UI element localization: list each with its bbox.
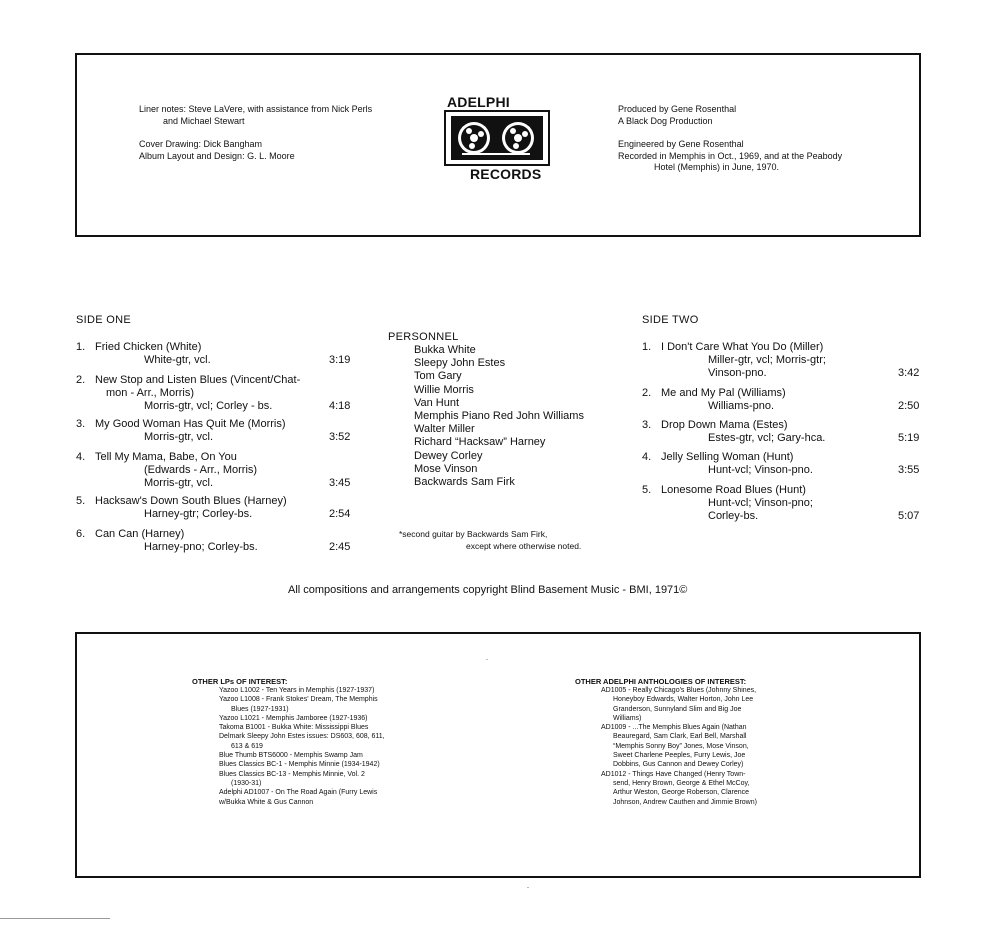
track-number: 2. <box>642 387 652 399</box>
track-duration: 5:19 <box>898 432 920 444</box>
list-item: Arthur Weston, George Roberson, Clarence <box>613 789 750 797</box>
track-title: Fried Chicken (White) <box>95 341 202 353</box>
list-item: Williams) <box>613 714 642 722</box>
list-item: Yazoo L1021 - Memphis Jamboree (1927-1936) <box>219 714 368 722</box>
cover-drawing-credit: Cover Drawing: Dick Bangham <box>139 139 263 149</box>
track-number: 3. <box>76 418 86 430</box>
track-duration: 3:19 <box>329 354 351 366</box>
other-lps-heading: OTHER LPs OF INTEREST: <box>192 677 288 686</box>
personnel-name: Willie Morris <box>414 383 474 396</box>
track-credit: Williams-pno. <box>708 400 775 412</box>
personnel-name: Bukka White <box>414 344 476 356</box>
reel-to-reel-icon <box>444 110 550 166</box>
list-item: Granderson, Sunnyland Slim and Big Joe <box>613 705 742 713</box>
track-duration: 3:42 <box>898 367 920 379</box>
list-item: Blue Thumb BTS6000 - Memphis Swamp Jam <box>219 752 363 760</box>
list-item: Blues (1927-1931) <box>231 705 289 713</box>
track-title: Drop Down Mama (Estes) <box>661 419 788 431</box>
list-item: Dobbins, Gus Cannon and Dewey Corley) <box>613 761 744 769</box>
track-title: Jelly Selling Woman (Hunt) <box>661 451 794 463</box>
personnel-name: Dewey Corley <box>414 449 483 462</box>
list-item: AD1009 - ...The Memphis Blues Again (Nathan <box>601 724 747 732</box>
list-item: Blues Classics BC-1 - Memphis Minnie (1934-1942) <box>219 761 380 769</box>
list-item: Takoma B1001 - Bukka White: Mississippi Blues <box>219 724 369 732</box>
list-item: w/Bukka White & Gus Cannon <box>219 798 314 806</box>
track-credit: Morris-gtr, vcl; Corley - bs. <box>144 400 273 412</box>
list-item: “Memphis Sonny Boy” Jones, Mose Vinson, <box>613 742 749 750</box>
recording-info-line: Recorded in Memphis in Oct., 1969, and at the Peabody <box>618 150 843 161</box>
logo-top-word: ADELPHI <box>447 94 510 110</box>
track-title: Hacksaw's Down South Blues (Harney) <box>95 495 287 507</box>
track-number: 4. <box>642 451 652 463</box>
personnel-name: Memphis Piano Red John Williams <box>414 410 584 423</box>
track-title: New Stop and Listen Blues (Vincent/Chat- <box>95 374 301 386</box>
producer-credit: Produced by Gene Rosenthal <box>618 104 737 114</box>
track-title: Lonesome Road Blues (Hunt) <box>661 484 806 496</box>
track-number: 5. <box>642 484 652 496</box>
track-duration: 2:45 <box>329 541 351 553</box>
list-item: 613 & 619 <box>231 742 263 750</box>
track-title: Me and My Pal (Williams) <box>661 387 786 399</box>
track-credit: Estes-gtr, vcl; Gary-hca. <box>708 432 826 444</box>
side-one-heading: SIDE ONE <box>76 314 131 326</box>
other-lps-list <box>219 686 385 807</box>
scan-speck <box>486 659 488 660</box>
list-item: AD1005 - Really Chicago's Blues (Johnny Shines, <box>601 687 757 694</box>
track-title-continued: (Edwards - Arr., Morris) <box>144 464 258 476</box>
list-item: Yazoo L1002 - Ten Years in Memphis (1927-1937) <box>219 687 375 694</box>
track-duration: 2:50 <box>898 400 920 412</box>
adelphi-logo <box>444 96 552 180</box>
list-item: Sweet Charlene Peeples, Furry Lewis, Joe <box>613 752 746 760</box>
personnel-footnote: *second guitar by Backwards Sam Firk, <box>399 529 548 539</box>
list-item: AD1012 - Things Have Changed (Henry Town- <box>601 770 746 778</box>
personnel-name: Walter Miller <box>414 423 475 436</box>
personnel-name: Backwards Sam Firk <box>414 476 515 489</box>
list-item: Blues Classics BC-13 - Memphis Minnie, Vol. 2 <box>219 770 365 778</box>
side-two-heading: SIDE TWO <box>642 314 699 326</box>
track-title: Can Can (Harney) <box>95 528 185 540</box>
list-item: Delmark Sleepy John Estes issues: DS603, 608, 611, <box>219 733 385 741</box>
track-credit: Harney-pno; Corley-bs. <box>144 541 258 553</box>
personnel-name: Tom Gary <box>414 370 462 383</box>
track-number: 6. <box>76 528 86 540</box>
personnel-heading: PERSONNEL <box>388 331 459 343</box>
liner-notes-line: Liner notes: Steve LaVere, with assistance from Nick Perls <box>139 104 373 114</box>
personnel-name: Mose Vinson <box>414 462 478 475</box>
other-anthologies-list <box>601 686 757 807</box>
personnel-name: Richard “Hacksaw” Harney <box>414 436 546 449</box>
track-number: 4. <box>76 451 86 463</box>
list-item: Johnson, Andrew Cauthen and Jimmie Brown) <box>613 798 757 806</box>
track-title: I Don't Care What You Do (Miller) <box>661 341 824 353</box>
copyright-notice: All compositions and arrangements copyright Blind Basement Music - BMI, 1971© <box>288 584 688 596</box>
logo-bottom-word: RECORDS <box>470 166 542 182</box>
track-duration: 5:07 <box>898 510 920 522</box>
track-title: Tell My Mama, Babe, On You <box>95 451 237 463</box>
track-duration: 3:52 <box>329 431 351 443</box>
other-releases-box <box>75 632 921 878</box>
liner-notes-line: and Michael Stewart <box>163 115 245 126</box>
other-anthologies-heading: OTHER ADELPHI ANTHOLOGIES OF INTEREST: <box>575 677 747 686</box>
track-credit: Harney-gtr; Corley-bs. <box>144 508 253 520</box>
track-credit: Miller-gtr, vcl; Morris-gtr; <box>708 354 826 366</box>
track-duration: 3:45 <box>329 477 351 489</box>
track-number: 3. <box>642 419 652 431</box>
track-number: 1. <box>76 341 86 353</box>
production-credits <box>618 104 842 174</box>
track-credit: Morris-gtr, vcl. <box>144 477 214 489</box>
personnel-name: Sleepy John Estes <box>414 357 506 370</box>
track-number: 2. <box>76 374 86 386</box>
personnel-footnote-continued: except where otherwise noted. <box>466 541 582 551</box>
list-item: send, Henry Brown, George & Ethel McCoy, <box>613 779 750 787</box>
engineer-credit: Engineered by Gene Rosenthal <box>618 139 744 149</box>
track-title-continued: mon - Arr., Morris) <box>106 387 195 399</box>
personnel-list <box>414 344 584 489</box>
scan-edge-line <box>0 918 110 919</box>
list-item: Honeyboy Edwards, Walter Horton, John Lee <box>613 696 754 704</box>
list-item: Yazoo L1008 - Frank Stokes' Dream, The Memphis <box>219 696 378 704</box>
production-company: A Black Dog Production <box>618 115 713 126</box>
liner-credits <box>139 104 372 162</box>
track-number: 1. <box>642 341 652 353</box>
track-title: My Good Woman Has Quit Me (Morris) <box>95 418 286 430</box>
track-duration: 2:54 <box>329 508 351 520</box>
track-duration: 4:18 <box>329 400 351 412</box>
track-credit-continued: Corley-bs. <box>708 510 759 522</box>
track-number: 5. <box>76 495 86 507</box>
recording-info-line: Hotel (Memphis) in June, 1970. <box>654 162 780 172</box>
track-credit: Hunt-vcl; Vinson-pno. <box>708 464 813 476</box>
list-item: Beauregard, Sam Clark, Earl Bell, Marshall <box>613 733 747 741</box>
track-credit: Morris-gtr, vcl. <box>144 431 214 443</box>
track-credit: Hunt-vcl; Vinson-pno; <box>708 497 813 509</box>
list-item: (1930-31) <box>231 779 262 787</box>
track-credit-continued: Vinson-pno. <box>708 367 767 379</box>
layout-design-credit: Album Layout and Design: G. L. Moore <box>139 150 295 161</box>
track-credit: White-gtr, vcl. <box>144 354 211 366</box>
list-item: Adelphi AD1007 - On The Road Again (Furry Lewis <box>219 789 378 797</box>
scan-speck <box>527 887 529 888</box>
personnel-name: Van Hunt <box>414 396 460 409</box>
track-duration: 3:55 <box>898 464 920 476</box>
